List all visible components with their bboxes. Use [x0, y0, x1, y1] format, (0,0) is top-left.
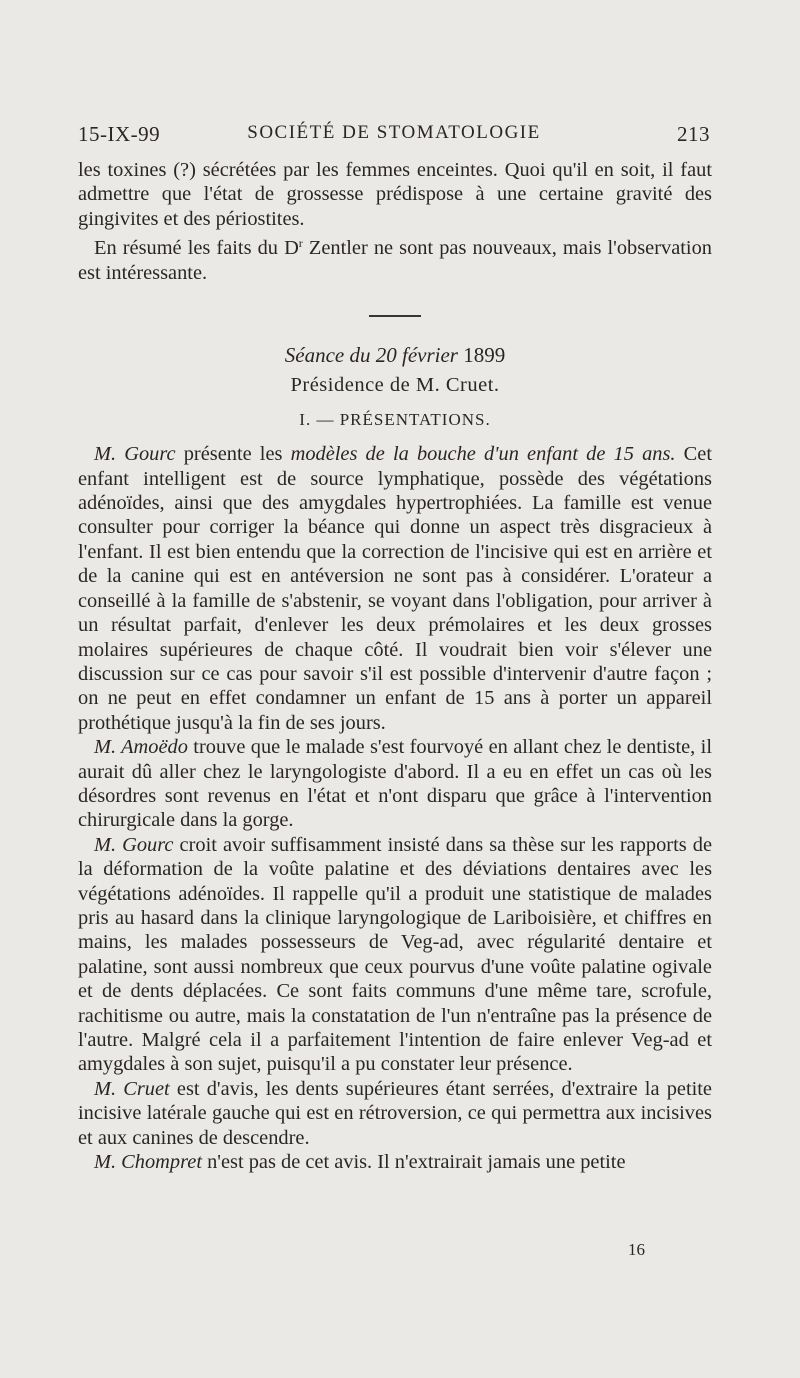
- signature-number: 16: [628, 1240, 645, 1259]
- paragraph-text: trouve que le malade s'est fourvoyé en allant chez le dentiste, il aurait dû aller chez le laryngologiste d'abord. Il a eu en effet un cas où les désordres sont revenus en l'état et n'ont disparu que grâce à l'intervention chirurgicale dans la gorge.: [78, 736, 712, 832]
- intro-paragraph-2: [78, 231, 712, 285]
- header-title: SOCIÉTÉ DE STOMATOLOGIE: [247, 122, 541, 143]
- paragraph-text: est d'avis, les dents supérieures étant serrées, d'extraire la petite incisive latérale gauche qui est en rétroversion, ce qui permettra aux incisives et aux canines de descendre.: [78, 1077, 712, 1149]
- seance-heading: [78, 343, 712, 367]
- paragraph-gourc-2: [78, 833, 712, 1077]
- doctor-superscript: r: [298, 236, 303, 251]
- intro-p2-start: En résumé les faits du D: [94, 237, 299, 260]
- paragraph-text: croit avoir suffisamment insisté dans sa thèse sur les rapports de la déformation de la voûte palatine et des déviations dentaires avec les végétations adénoïdes. Il rappelle qu'il a produit une statistique de malades pris au hasard dans la clinique laryngologique de Lariboisière, et chiffres en mains, les malades possesseurs de Veg-ad, avec régularité dentaire et palatine, sont aussi nombreux que ceux pourvus d'une voûte palatine ogivale et de dents déplacées. Ce sont faits communs d'une même tare, scrofule, rachitisme ou autre, mais la constatation de l'un n'entraîne pas la présence de l'autre. Malgré cela il a parfaitement l'intention de faire enlever Veg-ad et amygdales à son sujet, puisqu'il a pu constater leur présence.: [78, 833, 712, 1076]
- running-header: [78, 122, 710, 152]
- paragraph-text: Cet enfant intelligent est de source lymphatique, possède des végétations adénoïdes, ainsi que des amygdales hypertrophiées. La famille est venue consulter pour corriger la béance qui donne un aspect très disgracieux à l'enfant. Il est bien entendu que la correction de l'incisive qui est en arrière et de la canine qui est en antéversion ne sont pas à considérer. L'orateur a conseillé à la famille de s'abstenir, se voyant dans l'obligation, pour arriver à un résultat parfait, d'enlever les deux prémolaires et les deux grosses molaires supérieures de chaque côté. Il voudrait bien voir s'élever une discussion sur ce cas pour savoir s'il est possible d'intervenir d'autre façon ; on ne peut en effet condamner un enfant de 15 ans à porter un appareil prothétique jusqu'à la fin de ses jours.: [78, 443, 712, 734]
- section-divider: [369, 315, 421, 317]
- paragraph-text: présente les: [175, 443, 291, 466]
- speaker-name: M. Gourc: [94, 833, 174, 856]
- presidence-line: Présidence de M. Cruet.: [290, 374, 500, 397]
- paragraph-text: n'est pas de cet avis. Il n'extrairait jamais une petite: [202, 1151, 626, 1174]
- text-body: [78, 158, 712, 1174]
- intro-paragraph-1: les toxines (?) sécrétées par les femmes enceintes. Quoi qu'il en soit, il faut admettre que l'état de grossesse prédispose à une certaine gravité des gingivites et des périostites.: [78, 159, 712, 230]
- speaker-name: M. Chompret: [94, 1151, 202, 1174]
- paragraph-cruet: [78, 1077, 712, 1150]
- header-page-number: 213: [677, 122, 710, 146]
- header-date: 15-IX-99: [78, 122, 161, 146]
- paragraph-gourc-1: [78, 442, 712, 735]
- paragraph-italic-text: modèles de la bouche d'un enfant de 15 ans.: [290, 443, 676, 466]
- speaker-name: M. Cruet: [94, 1077, 170, 1100]
- paragraph-chompret: [78, 1150, 712, 1174]
- intro-p2-end: Zentler ne sont pas nouveaux, mais l'observation est intéressante.: [78, 237, 712, 284]
- speaker-name: M. Gourc: [94, 443, 176, 466]
- seance-date: Séance du 20 février: [284, 343, 458, 368]
- speaker-name: M. Amoëdo: [94, 736, 188, 759]
- section-heading: I. — PRÉSENTATIONS.: [299, 409, 491, 429]
- paragraph-amoedo: [78, 735, 712, 833]
- seance-year: 1899: [457, 343, 506, 368]
